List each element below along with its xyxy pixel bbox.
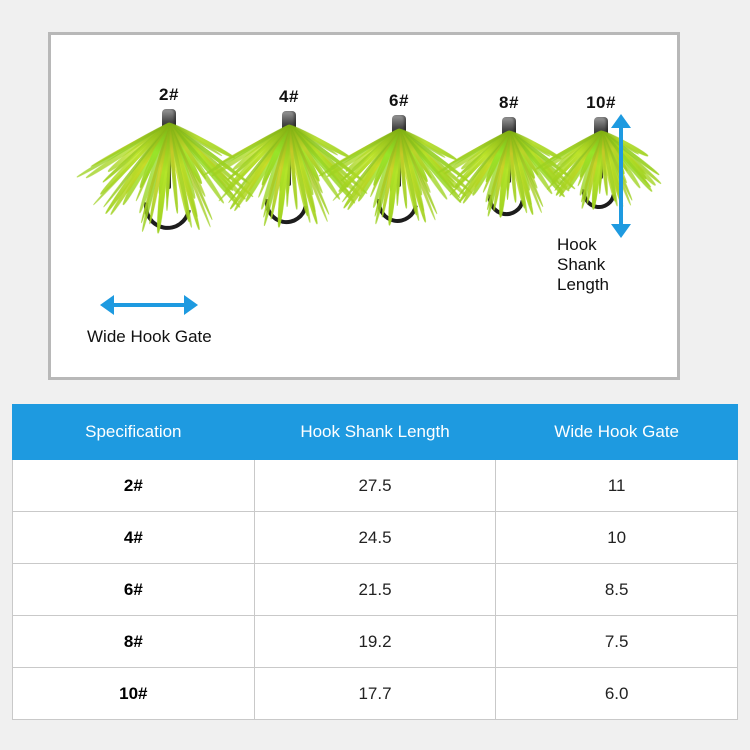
lure-illustration-group	[51, 35, 677, 377]
specification-table	[12, 404, 738, 720]
cell-specification: 4#	[13, 512, 255, 564]
cell-wide-hook-gate: 7.5	[496, 616, 738, 668]
lure-size-label: 10#	[586, 93, 616, 112]
hook-shank-length-caption	[557, 235, 667, 295]
hook-shank-length-caption-line-1: Hook	[557, 235, 597, 254]
table-row	[13, 616, 738, 668]
cell-specification: 10#	[13, 668, 255, 720]
table-row	[13, 564, 738, 616]
column-header-wide-hook-gate: Wide Hook Gate	[496, 405, 738, 460]
cell-hook-shank-length: 19.2	[254, 616, 496, 668]
lure-item	[109, 85, 229, 279]
lure-size-label: 8#	[499, 93, 519, 112]
cell-hook-shank-length: 17.7	[254, 668, 496, 720]
lure-item	[339, 91, 459, 285]
cell-wide-hook-gate: 11	[496, 460, 738, 512]
hook-shank-length-arrow-icon	[619, 127, 623, 225]
cell-hook-shank-length: 27.5	[254, 460, 496, 512]
wide-hook-gate-arrow-icon	[113, 303, 185, 307]
lure-size-label: 2#	[159, 85, 179, 104]
table-header-row	[13, 405, 738, 460]
hook-shank-length-caption-line-3: Length	[557, 275, 609, 294]
hook-shank-length-caption-line-2: Shank	[557, 255, 606, 274]
table-header	[13, 405, 738, 460]
lure-artwork	[339, 115, 459, 285]
cell-wide-hook-gate: 6.0	[496, 668, 738, 720]
wide-hook-gate-caption: Wide Hook Gate	[87, 327, 212, 346]
cell-hook-shank-length: 24.5	[254, 512, 496, 564]
cell-specification: 8#	[13, 616, 255, 668]
cell-wide-hook-gate: 10	[496, 512, 738, 564]
cell-wide-hook-gate: 8.5	[496, 564, 738, 616]
lure-size-label: 6#	[389, 91, 409, 110]
lure-item	[229, 87, 349, 281]
lure-size-label: 4#	[279, 87, 299, 106]
cell-specification: 6#	[13, 564, 255, 616]
lure-artwork	[229, 111, 349, 281]
column-header-hook-shank-length: Hook Shank Length	[254, 405, 496, 460]
table-body	[13, 460, 738, 720]
table-row	[13, 668, 738, 720]
lure-artwork	[109, 109, 229, 279]
table-row	[13, 512, 738, 564]
cell-specification: 2#	[13, 460, 255, 512]
cell-hook-shank-length: 21.5	[254, 564, 496, 616]
column-header-specification: Specification	[13, 405, 255, 460]
table-row	[13, 460, 738, 512]
product-photo-panel	[48, 32, 680, 380]
